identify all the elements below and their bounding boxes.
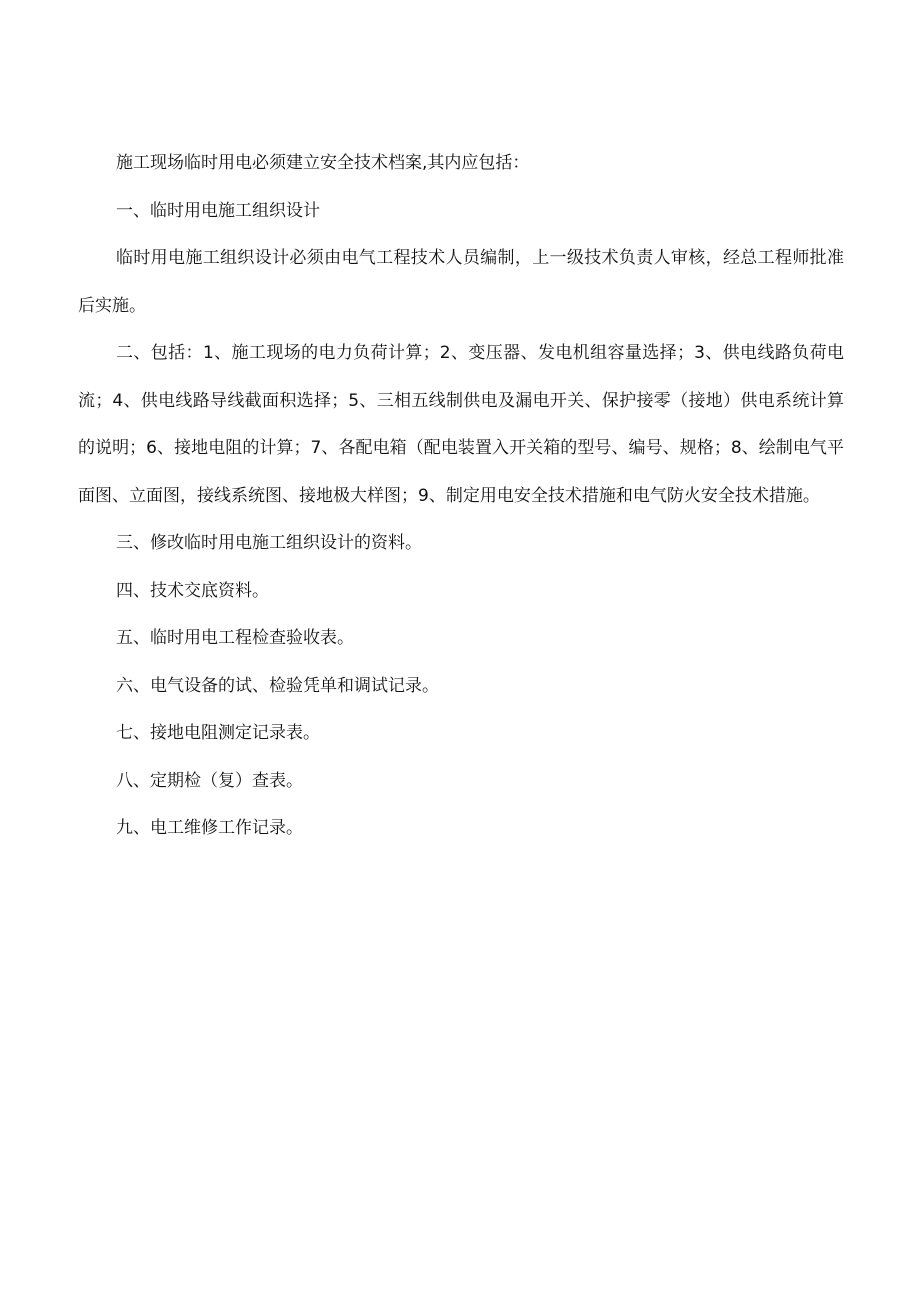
item-5: 五、临时用电工程检查验收表。: [116, 628, 354, 648]
intro-text: 施工现场临时用电必须建立安全技术档案,其内应包括：: [116, 153, 530, 173]
item-2-paragraph: 二、包括：1、施工现场的电力负荷计算；2、变压器、发电机组容量选择；3、供电线路负荷电流；4、供电线路导线截面积选择；5、三相五线制供电及漏电开关、保护接零（接地）供电系统计算的说明；6、接地电阻的计算；7、各配电箱（配电装置入开关箱的型号、编号、规格；8、绘制电气平面图、立面图，接线系统图、接地极大样图；9、制定用电安全技术措施和电气防火安全技术措施。: [78, 343, 844, 506]
item-4: 四、技术交底资料。: [116, 580, 269, 601]
item-7: 七、接地电阻测定记录表。: [116, 723, 320, 743]
document-page: [78, 140, 844, 853]
item-1-body: 临时用电施工组织设计必须由电气工程技术人员编制，上一级技术负责人审核，经总工程师批准后实施。: [78, 248, 844, 316]
item-9: 九、电工维修工作记录。: [116, 818, 303, 838]
item-1-heading: 一、临时用电施工组织设计: [116, 200, 320, 221]
item-8: 八、定期检（复）查表。: [116, 770, 303, 791]
item-3: 三、修改临时用电施工组织设计的资料。: [116, 533, 422, 553]
item-6: 六、电气设备的试、检验凭单和调试记录。: [116, 675, 439, 696]
